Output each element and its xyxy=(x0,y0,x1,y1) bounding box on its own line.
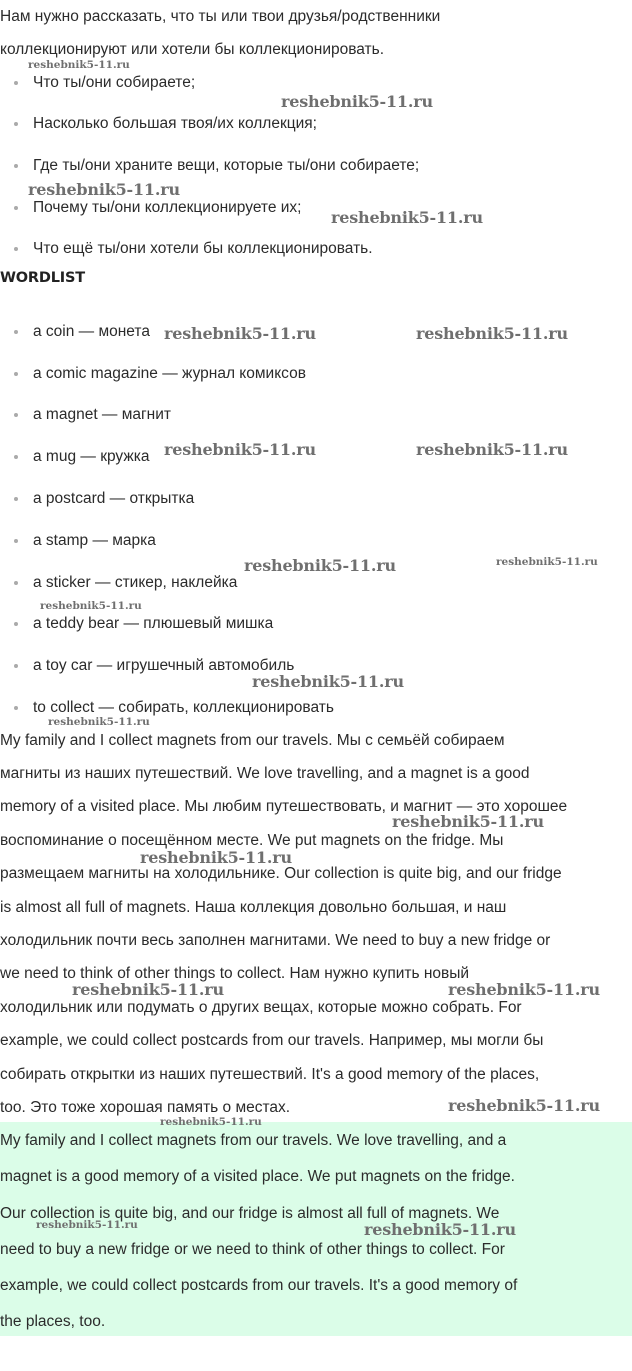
watermark: reshebnik5-11.ru xyxy=(164,324,316,343)
bilingual-line: размещаем магниты на холодильнике. Our collection is quite big, and our fridge xyxy=(0,865,562,882)
bilingual-line: memory of a visited place. Мы любим путешествовать, и магнит — это хорошее xyxy=(0,798,568,815)
english-line: My family and I collect magnets from our travels. We love travelling, and a xyxy=(0,1132,507,1149)
bullet-dot-icon xyxy=(14,622,18,626)
watermark: reshebnik5-11.ru xyxy=(28,59,130,71)
watermark: reshebnik5-11.ru xyxy=(496,556,598,568)
watermark: reshebnik5-11.ru xyxy=(36,1219,138,1231)
bullet-dot-icon xyxy=(14,539,18,543)
watermark: reshebnik5-11.ru xyxy=(416,324,568,343)
bilingual-line: магниты из наших путешествий. We love travelling, and a magnet is a good xyxy=(0,765,530,782)
bilingual-line: example, we could collect postcards from our travels. Например, мы могли бы xyxy=(0,1032,544,1049)
bullet-dot-icon xyxy=(14,497,18,501)
bilingual-line: холодильник или подумать о других вещах, которые можно собрать. For xyxy=(0,999,522,1016)
intro-line-2: коллекционируют или хотели бы коллекционировать. xyxy=(0,41,385,58)
bullet-dot-icon xyxy=(14,413,18,417)
watermark: reshebnik5-11.ru xyxy=(160,1116,262,1128)
english-line: need to buy a new fridge or we need to think of other things to collect. For xyxy=(0,1241,505,1258)
bilingual-line: холодильник почти весь заполнен магнитами. We need to buy a new fridge or xyxy=(0,932,551,949)
wordlist-heading: WORDLIST xyxy=(0,270,85,286)
watermark: reshebnik5-11.ru xyxy=(28,180,180,199)
bullet-dot-icon xyxy=(14,122,18,126)
watermark: reshebnik5-11.ru xyxy=(48,716,150,728)
watermark: reshebnik5-11.ru xyxy=(140,848,292,867)
watermark: reshebnik5-11.ru xyxy=(448,980,600,999)
english-line: the places, too. xyxy=(0,1313,106,1330)
english-line: example, we could collect postcards from our travels. It's a good memory of xyxy=(0,1277,518,1294)
intro-line-1: Нам нужно рассказать, что ты или твои друзья/родственники xyxy=(0,8,441,25)
watermark: reshebnik5-11.ru xyxy=(40,600,142,612)
english-line: magnet is a good memory of a visited place. We put magnets on the fridge. xyxy=(0,1168,515,1185)
watermark: reshebnik5-11.ru xyxy=(331,208,483,227)
bilingual-line: too. Это тоже хорошая память о местах. xyxy=(0,1099,291,1116)
bullet-dot-icon xyxy=(14,455,18,459)
bullet-dot-icon xyxy=(14,330,18,334)
bilingual-line: is almost all full of magnets. Наша коллекция довольно большая, и наш xyxy=(0,899,507,916)
watermark: reshebnik5-11.ru xyxy=(448,1096,600,1115)
bullet-dot-icon xyxy=(14,372,18,376)
watermark: reshebnik5-11.ru xyxy=(364,1220,516,1239)
bullet-dot-icon xyxy=(14,581,18,585)
watermark: reshebnik5-11.ru xyxy=(392,812,544,831)
bullet-dot-icon xyxy=(14,247,18,251)
bullet-dot-icon xyxy=(14,81,18,85)
watermark: reshebnik5-11.ru xyxy=(281,92,433,111)
watermark: reshebnik5-11.ru xyxy=(164,440,316,459)
bilingual-line: My family and I collect magnets from our travels. Мы с семьёй собираем xyxy=(0,732,505,749)
watermark: reshebnik5-11.ru xyxy=(416,440,568,459)
bullet-dot-icon xyxy=(14,164,18,168)
bilingual-line: собирать открытки из наших путешествий. It's a good memory of the places, xyxy=(0,1066,540,1083)
watermark: reshebnik5-11.ru xyxy=(244,556,396,575)
bullet-dot-icon xyxy=(14,664,18,668)
bullet-dot-icon xyxy=(14,706,18,710)
bilingual-line: воспоминание о посещённом месте. We put magnets on the fridge. Мы xyxy=(0,832,504,849)
watermark: reshebnik5-11.ru xyxy=(252,672,404,691)
bilingual-line: we need to think of other things to collect. Нам нужно купить новый xyxy=(0,965,470,982)
watermark: reshebnik5-11.ru xyxy=(72,980,224,999)
bullet-dot-icon xyxy=(14,206,18,210)
english-line: Our collection is quite big, and our fridge is almost all full of magnets. We xyxy=(0,1205,500,1222)
